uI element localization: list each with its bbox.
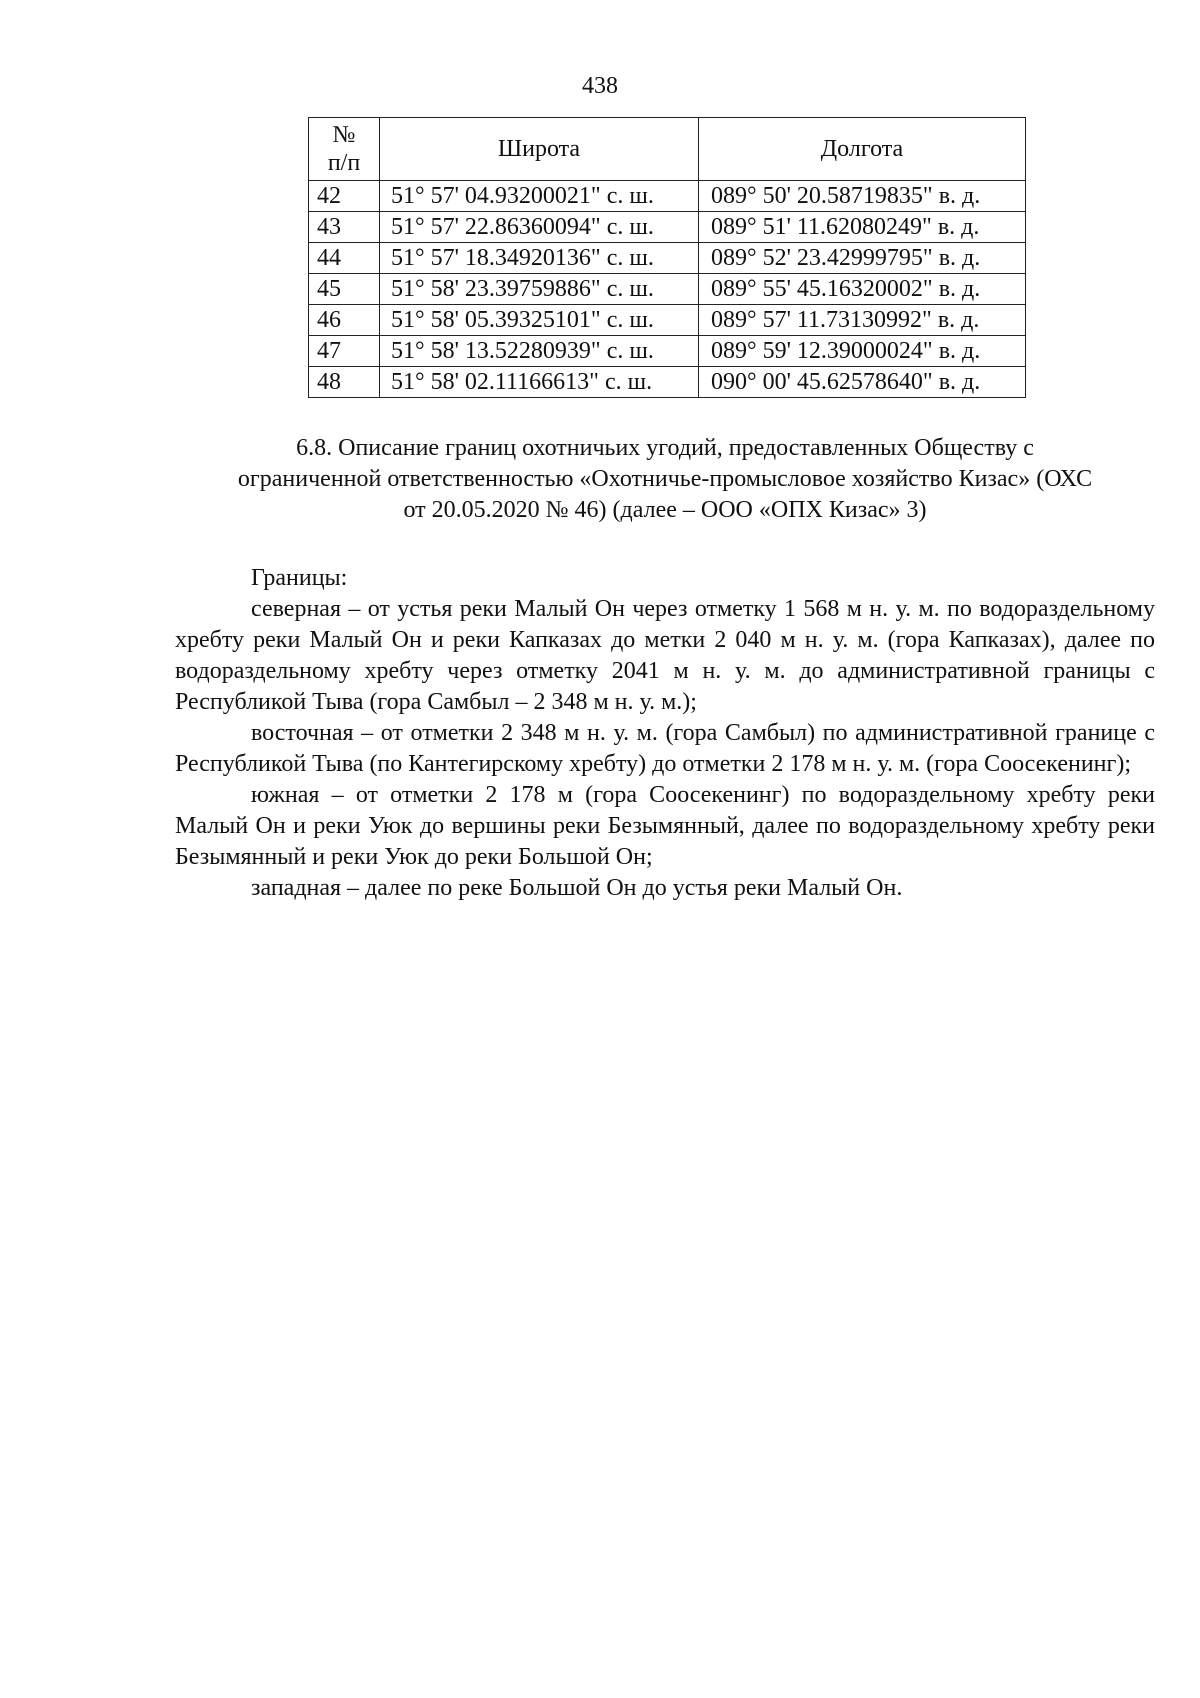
coordinates-table [308, 117, 1026, 398]
section-heading-line: от 20.05.2020 № 46) (далее – ООО «ОПХ Кизас» 3) [403, 497, 927, 523]
row-latitude: 51° 57' 22.86360094" с. ш. [380, 212, 699, 243]
header-latitude: Широта [380, 118, 699, 181]
boundaries-label: Границы: [251, 565, 348, 591]
table-row [309, 305, 1026, 336]
row-number: 45 [309, 274, 380, 305]
row-longitude: 089° 57' 11.73130992" в. д. [699, 305, 1026, 336]
row-number: 43 [309, 212, 380, 243]
row-number: 47 [309, 336, 380, 367]
header-number [309, 118, 380, 181]
row-longitude: 090° 00' 45.62578640" в. д. [699, 367, 1026, 398]
section-heading-line: ограниченной ответственностью «Охотничье-промысловое хозяйство Кизас» (ОХС [237, 466, 1093, 492]
row-latitude: 51° 58' 13.52280939" с. ш. [380, 336, 699, 367]
row-number: 44 [309, 243, 380, 274]
row-latitude: 51° 57' 18.34920136" с. ш. [380, 243, 699, 274]
row-number: 46 [309, 305, 380, 336]
header-longitude: Долгота [699, 118, 1026, 181]
boundaries-description [175, 563, 1155, 904]
row-latitude: 51° 58' 23.39759886" с. ш. [380, 274, 699, 305]
row-latitude: 51° 58' 02.11166613" с. ш. [380, 367, 699, 398]
row-latitude: 51° 58' 05.39325101" с. ш. [380, 305, 699, 336]
section-heading-line: 6.8. Описание границ охотничьих угодий, предоставленных Обществу с [296, 435, 1034, 461]
table-row [309, 336, 1026, 367]
table-row [309, 212, 1026, 243]
row-number: 42 [309, 181, 380, 212]
row-longitude: 089° 52' 23.42999795" в. д. [699, 243, 1026, 274]
south-boundary-paragraph: южная – от отметки 2 178 м (гора Соосекенинг) по водораздельному хребту реки Малый Он и реки Уюк до вершины реки Безымянный, далее по водораздельному хребту реки Безымянный и реки Уюк до реки Большой Он; [175, 782, 1155, 870]
east-boundary-paragraph: восточная – от отметки 2 348 м н. у. м. (гора Самбыл) по административной границе с Республикой Тыва (по Кантегирскому хребту) до отметки 2 178 м н. у. м. (гора Соосекенинг); [175, 720, 1155, 777]
row-number: 48 [309, 367, 380, 398]
table-header-row [309, 118, 1026, 181]
row-longitude: 089° 50' 20.58719835" в. д. [699, 181, 1026, 212]
north-boundary-paragraph: северная – от устья реки Малый Он через отметку 1 568 м н. у. м. по водораздельному хребту реки Малый Он и реки Капказах до метки 2 040 м н. у. м. (гора Капказах), далее по водораздельному хребту через отметку 2041 м н. у. м. до административной границы с Республикой Тыва (гора Самбыл – 2 348 м н. у. м.); [175, 596, 1155, 715]
table-row [309, 274, 1026, 305]
section-heading [175, 433, 1155, 526]
table-row [309, 181, 1026, 212]
table-row [309, 367, 1026, 398]
page-number: 438 [582, 73, 618, 99]
row-latitude: 51° 57' 04.93200021" с. ш. [380, 181, 699, 212]
row-longitude: 089° 55' 45.16320002" в. д. [699, 274, 1026, 305]
row-longitude: 089° 59' 12.39000024" в. д. [699, 336, 1026, 367]
row-longitude: 089° 51' 11.62080249" в. д. [699, 212, 1026, 243]
header-number-symbol: № [332, 122, 356, 148]
table-row [309, 243, 1026, 274]
header-number-abbrev: п/п [327, 150, 361, 176]
west-boundary-paragraph: западная – далее по реке Большой Он до устья реки Малый Он. [251, 875, 903, 901]
